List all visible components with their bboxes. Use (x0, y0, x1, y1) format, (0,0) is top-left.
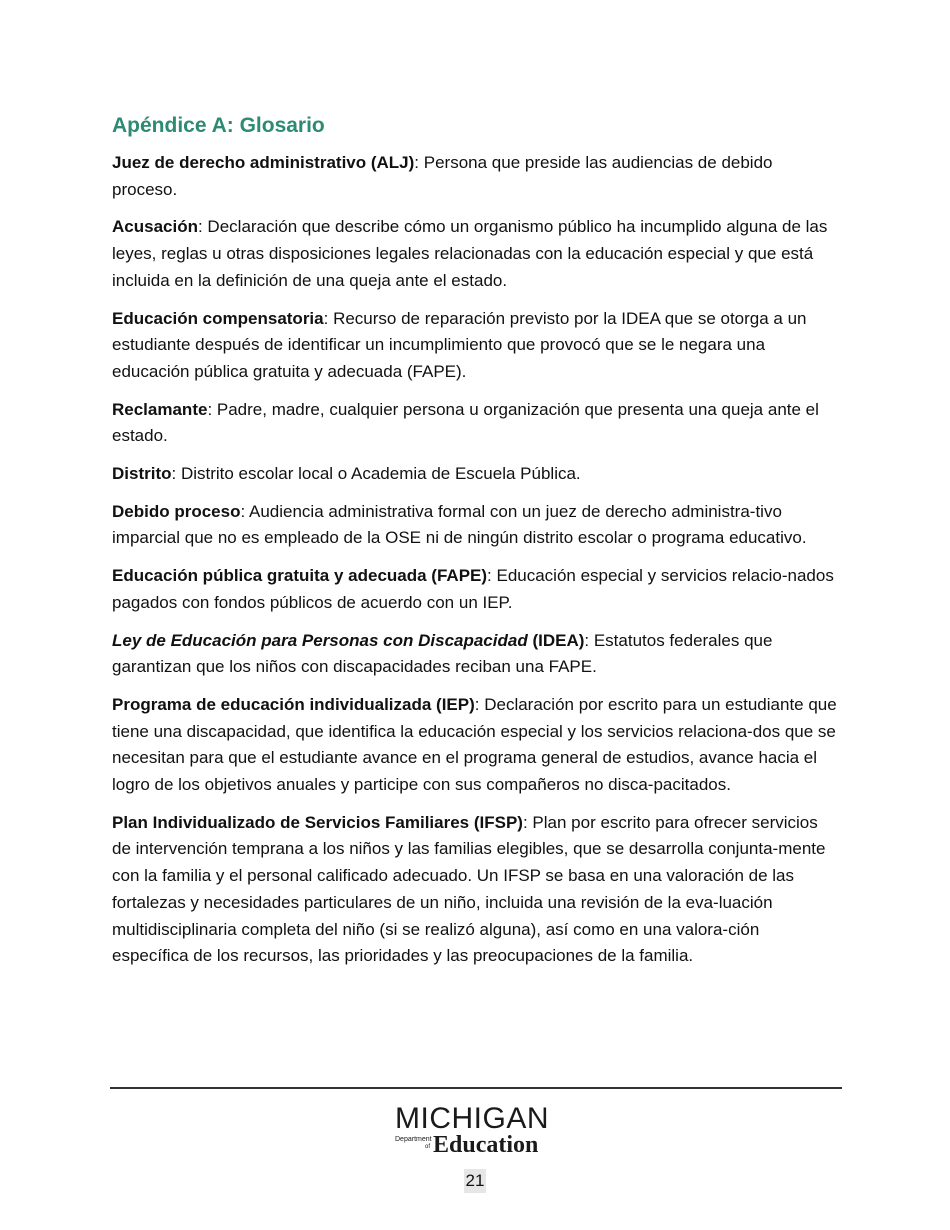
glossary-entry-distrito (112, 461, 840, 488)
glossary-term: Educación pública gratuita y adecuada (FAPE) (112, 566, 488, 586)
glossary-term: Acusación (112, 217, 198, 237)
glossary-term: Educación compensatoria (112, 308, 324, 328)
logo-michigan-text: MICHIGAN (395, 1102, 549, 1135)
page-number: 21 (464, 1169, 486, 1193)
glossary-term: Programa de educación individualizada (IEP) (112, 694, 475, 714)
logo-department-text: Department (395, 1136, 432, 1143)
glossary-entry-debido-proceso (112, 499, 840, 552)
glossary-definition: : Declaración que describe cómo un organismo público ha incumplido alguna de las leyes, reglas u otras disposiciones legales relacionadas con la educación especial y que está incluida en la definición de una queja ante el estado. (112, 217, 828, 290)
logo-of-text: of (425, 1144, 431, 1150)
glossary-term: Distrito (112, 464, 172, 484)
glossary-entry-ifsp (112, 810, 840, 970)
footer-divider (110, 1087, 842, 1089)
glossary-definition: : Audiencia administrativa formal con un juez de derecho administra-tivo imparcial que no es empleado de la OSE ni de ningún distrito escolar o programa educativo. (112, 501, 807, 548)
glossary-entry-fape (112, 563, 840, 616)
glossary-definition: : Persona que preside las audiencias de debido proceso. (112, 153, 773, 199)
glossary-term: Plan Individualizado de Servicios Familiares (IFSP) (112, 812, 523, 832)
glossary-term-italic: Ley de Educación para Personas con Discapacidad (112, 630, 528, 650)
glossary-term: (IDEA) (527, 630, 585, 650)
glossary-definition: : Recurso de reparación previsto por la IDEA que se otorga a un estudiante después de identificar un incumplimiento que provocó que se le negara una educación pública gratuita y adecuada (FAPE). (112, 308, 807, 381)
glossary-definition: : Estatutos federales que garantizan que los niños con discapacidades reciban una FAPE. (112, 630, 773, 677)
glossary-definition: : Padre, madre, cualquier persona u organización que presenta una queja ante el estado. (112, 399, 819, 446)
glossary-term: Debido proceso (112, 501, 241, 521)
glossary-definition: : Distrito escolar local o Academia de Escuela Pública. (171, 464, 581, 484)
glossary-entry-alj (112, 150, 840, 203)
page-title: Apéndice A: Glosario (112, 114, 325, 137)
logo-education-text: Education (433, 1132, 539, 1158)
glossary-entry-iep (112, 692, 840, 799)
glossary-entry-educacion-compensatoria (112, 306, 840, 386)
page-content (112, 114, 840, 981)
glossary-term: Juez de derecho administrativo (ALJ) (112, 153, 415, 172)
glossary-definition: : Plan por escrito para ofrecer servicios de intervención temprana a los niños y las familias elegibles, que se desarrolla conjunta-mente con la familia y el personal calificado adecuado. Un IFSP se basa en una valoración de las fortalezas y necesidades particulares de un niño, incluida una revisión de la eva-luación multidisciplinaria completa del niño (si se realizó alguna), así como en una valora-ción específica de los recursos, las prioridades y las preocupaciones de la familia. (112, 812, 826, 966)
glossary-entry-idea (112, 628, 840, 681)
glossary-definition: : Declaración por escrito para un estudiante que tiene una discapacidad, que identifica la educación especial y los servicios relaciona-dos que se necesitan para que el estudiante avance en el programa general de estudios, avance hacia el logro de los objetivos anuales y participe con sus compañeros no disca-pacitados. (112, 694, 837, 795)
glossary-entry-acusacion (112, 214, 840, 294)
michigan-education-logo (395, 1104, 560, 1156)
glossary-definition: : Educación especial y servicios relacio-nados pagados con fondos públicos de acuerdo con un IEP. (112, 566, 834, 612)
glossary-entry-reclamante (112, 397, 840, 450)
glossary-term: Reclamante (112, 399, 208, 419)
